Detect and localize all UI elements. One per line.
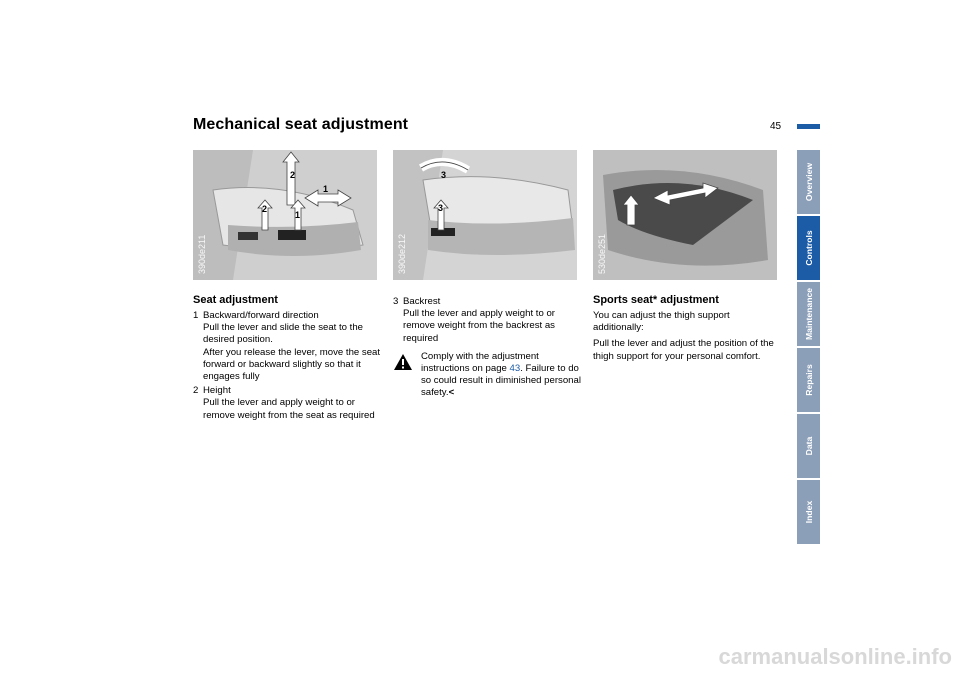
tab-data[interactable]: Data [797, 414, 820, 478]
warning-icon [393, 353, 413, 371]
tab-overview[interactable]: Overview [797, 150, 820, 214]
list-item: 2 Height Pull the lever and apply weight to or remove weight from the seat as required [193, 385, 375, 421]
list-item: 3 Backrest Pull the lever and apply weight to or remove weight from the backrest as required [393, 296, 555, 344]
callout-1: 1 [323, 184, 329, 194]
list-item: 1 Backward/forward direction Pull the lever and slide the seat to the desired position. After you release the lever, move the seat forward or backward slightly so that it engages fully [193, 310, 381, 383]
callout-2: 2 [290, 170, 296, 180]
sports-seat-section: Sports seat* adjustment You can adjust the thigh support additionally: Pull the lever and adjust the position of the thigh support for your personal comfort. [593, 293, 783, 367]
image-code: 530de251 [597, 233, 607, 274]
section-heading: Sports seat* adjustment [593, 294, 719, 306]
backrest-section [393, 296, 585, 400]
image-code: 390de211 [197, 234, 207, 274]
page-number: 45 [770, 121, 782, 132]
callout-1: 1 [295, 210, 301, 220]
tab-controls[interactable]: Controls [797, 216, 820, 280]
tab-repairs[interactable]: Repairs [797, 348, 820, 412]
tab-maintenance[interactable]: Maintenance [797, 282, 820, 346]
seat-adjustment-photo [193, 150, 377, 280]
sports-seat-photo [593, 150, 777, 280]
callout-3: 3 [441, 170, 447, 180]
callout-2: 2 [262, 204, 268, 214]
page-title: Mechanical seat adjustment [193, 116, 409, 133]
page-link[interactable]: 43 [509, 363, 521, 375]
backrest-photo [393, 150, 577, 280]
callout-3: 3 [438, 203, 444, 213]
warning-note: Comply with the adjustment instructions on page 43. Failure to do so could result in diminished personal safety.< [393, 351, 585, 400]
image-code: 390de212 [397, 233, 407, 274]
watermark: carmanualsonline.info [718, 644, 952, 669]
page-marker [797, 124, 820, 129]
seat-adjustment-section [193, 293, 383, 422]
tab-index[interactable]: Index [797, 480, 820, 544]
section-heading: Seat adjustment [193, 294, 278, 306]
